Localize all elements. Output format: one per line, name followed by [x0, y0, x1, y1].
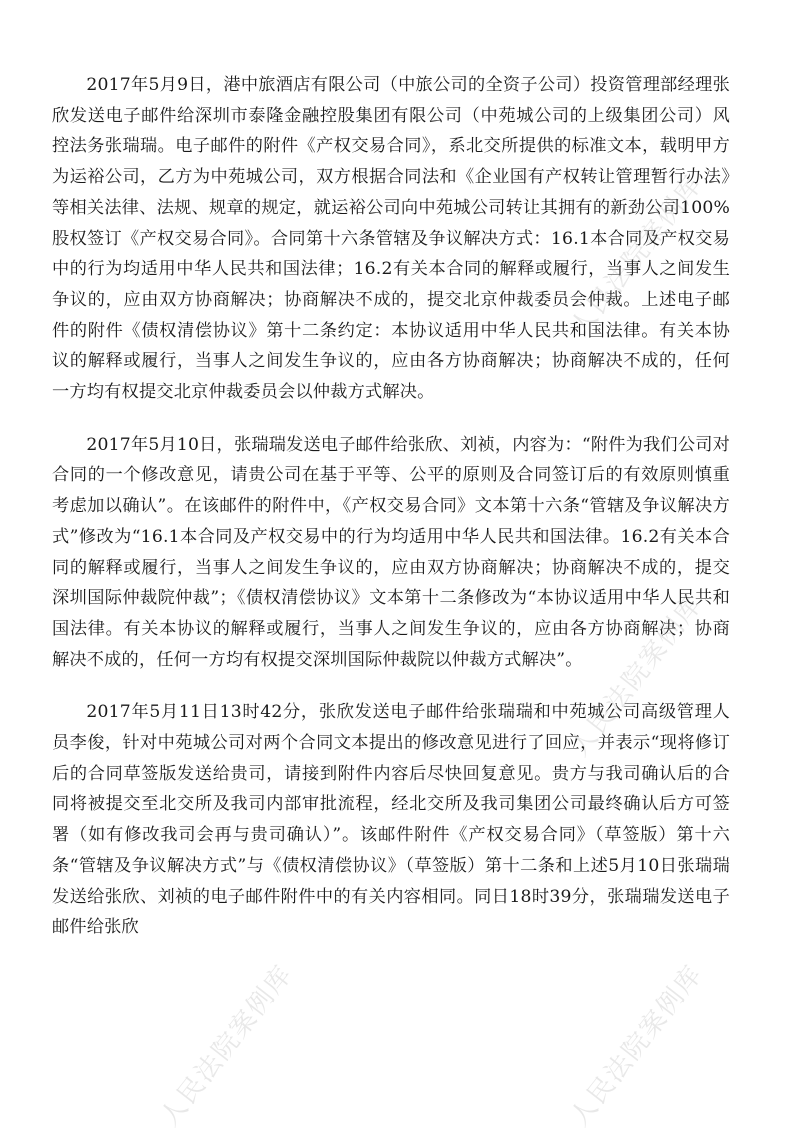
watermark-text: 人民法院案例库 [564, 589, 710, 763]
paragraph-may-11: 2017年5月11日13时42分，张欣发送电子邮件给张瑞瑞和中苑城公司高级管理人员李俊，针对中苑城公司对两个合同文本提出的修改意见进行了回应，并表示“现将修订后的合同草签版发送给贵司，请接到附件内容后尽快回复意见。贵方与我司确认后的合同将被提交至北交所及我司内部审批流程，经北交所及我司集团公司最终确认后方可签署（如有修改我司会再与贵司确认）”。该邮件附件《产权交易合同》（草签版）第十六条“管辖及争议解决方式”与《债权清偿协议》（草签版）第十二条和上述5月10日张瑞瑞发送给张欣、刘祯的电子邮件附件中的有关内容相同。同日18时39分，张瑞瑞发送电子邮件给张欣 [52, 702, 730, 938]
paragraph-may-10: 2017年5月10日，张瑞瑞发送电子邮件给张欣、刘祯，内容为：“附件为我们公司对合同的一个修改意见，请贵公司在基于平等、公平的原则及合同签订后的有效原则慎重考虑加以确认”。在该邮件的附件中，《产权交易合同》文本第十六条“管辖及争议解决方式”修改为“16.1本合同及产权交易中的行为均适用中华人民共和国法律。16.2有关本合同的解释或履行，当事人之间发生争议的，应由双方协商解决；协商解决不成的，提交深圳国际仲裁院仲裁”；《债权清偿协议》文本第十二条修改为“本协议适用中华人民共和国法律。有关本协议的解释或履行，当事人之间发生争议的，应由各方协商解决；协商解决不成的，任何一方均有权提交深圳国际仲裁院以仲裁方式解决”。 [52, 434, 730, 670]
document-body [52, 70, 730, 965]
watermark-text: 人民法院案例库 [154, 959, 300, 1133]
watermark-text: 人民法院案例库 [564, 959, 710, 1133]
watermark-text: 人民法院案例库 [564, 169, 710, 343]
paragraph-may-9: 2017年5月9日，港中旅酒店有限公司（中旅公司的全资子公司）投资管理部经理张欣发送电子邮件给深圳市泰隆金融控股集团有限公司（中苑城公司的上级集团公司）风控法务张瑞瑞。电子邮件的附件《产权交易合同》，系北交所提供的标准文本，载明甲方为运裕公司，乙方为中苑城公司，双方根据合同法和《企业国有产权转让管理暂行办法》等相关法律、法规、规章的规定，就运裕公司向中苑城公司转让其拥有的新劲公司100%股权签订《产权交易合同》。合同第十六条管辖及争议解决方式：16.1本合同及产权交易中的行为均适用中华人民共和国法律；16.2有关本合同的解释或履行，当事人之间发生争议的，应由双方协商解决；协商解决不成的，提交北京仲裁委员会仲裁。上述电子邮件的附件《债权清偿协议》第十二条约定：本协议适用中华人民共和国法律。有关本协议的解释或履行，当事人之间发生争议的，应由各方协商解决；协商解决不成的，任何一方均有权提交北京仲裁委员会以仲裁方式解决。 [52, 75, 730, 403]
